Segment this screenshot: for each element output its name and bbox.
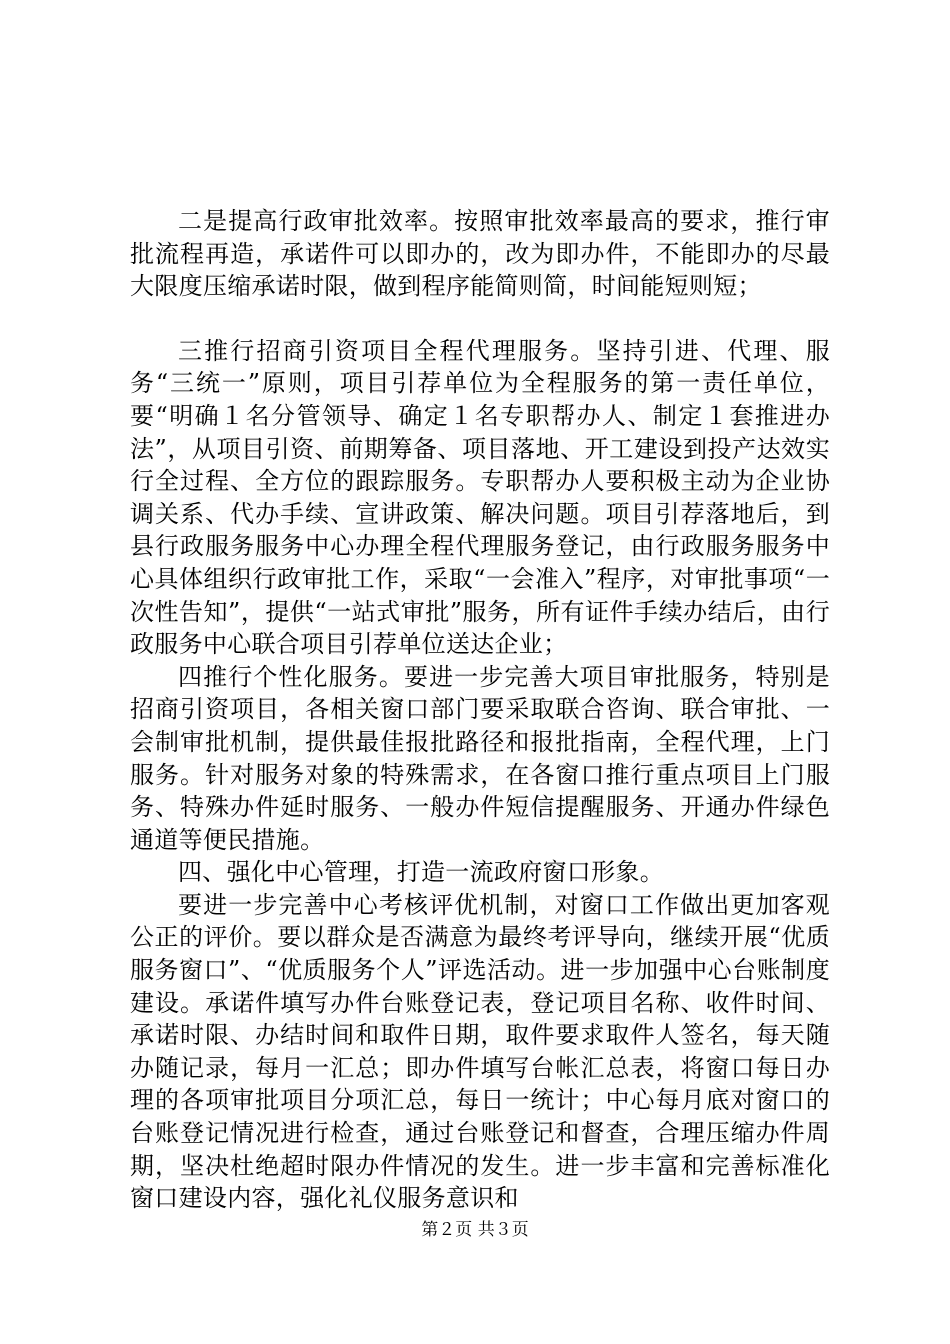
paragraph-efficiency: 二是提高行政审批效率。按照审批效率最高的要求，推行审批流程再造，承诺件可以即办的，改为即办件，不能即办的尽最大限度压缩承诺时限，做到程序能简则简，时间能短则短； (130, 207, 830, 301)
page-footer: 第２页 共３页 (421, 1220, 529, 1240)
paragraph-personalized-service: 四推行个性化服务。要进一步完善大项目审批服务，特别是招商引资项目，各相关窗口部门要采取联合咨询、联合审批、一会制审批机制，提供最佳报批路径和报批指南，全程代理，上门服务。针对服务对象的特殊需求，在各窗口推行重点项目上门服务、特殊办件延时服务、一般办件短信提醒服务、开通办件绿色通道等便民措施。 (130, 662, 830, 854)
paragraph-agency-service: 三推行招商引资项目全程代理服务。坚持引进、代理、服务“三统一”原则，项目引荐单位为全程服务的第一责任单位，要“明确１名分管领导、确定１名专职帮办人、制定１套推进办法”，从项目引资、前期筹备、项目落地、开工建设到投产达效实行全过程、全方位的跟踪服务。专职帮办人要积极主动为企业协调关系、代办手续、宣讲政策、解决问题。项目引荐落地后，到县行政服务服务中心办理全程代理服务登记，由行政服务服务中心具体组织行政审批工作，采取“一会准入”程序，对审批事项“一次性告知”，提供“一站式审批”服务，所有证件手续办结后，由行政服务中心联合项目引荐单位送达企业； (130, 336, 830, 659)
section-heading-management: 四、强化中心管理，打造一流政府窗口形象。 (178, 858, 664, 887)
paragraph-evaluation: 要进一步完善中心考核评优机制，对窗口工作做出更加客观公正的评价。要以群众是否满意为最终考评导向，继续开展“优质服务窗口”、“优质服务个人”评选活动。进一步加强中心台账制度建设。承诺件填写办件台账登记表，登记项目名称、收件时间、承诺时限、办结时间和取件日期，取件要求取件人签名，每天随办随记录，每月一汇总；即办件填写台帐汇总表，将窗口每日办理的各项审批项目分项汇总，每日一统计；中心每月底对窗口的台账登记情况进行检查，通过台账登记和督查，合理压缩办件周期，坚决杜绝超时限办件情况的发生。进一步丰富和完善标准化窗口建设内容，强化礼仪服务意识和 (130, 890, 830, 1213)
document-body (130, 205, 830, 1215)
